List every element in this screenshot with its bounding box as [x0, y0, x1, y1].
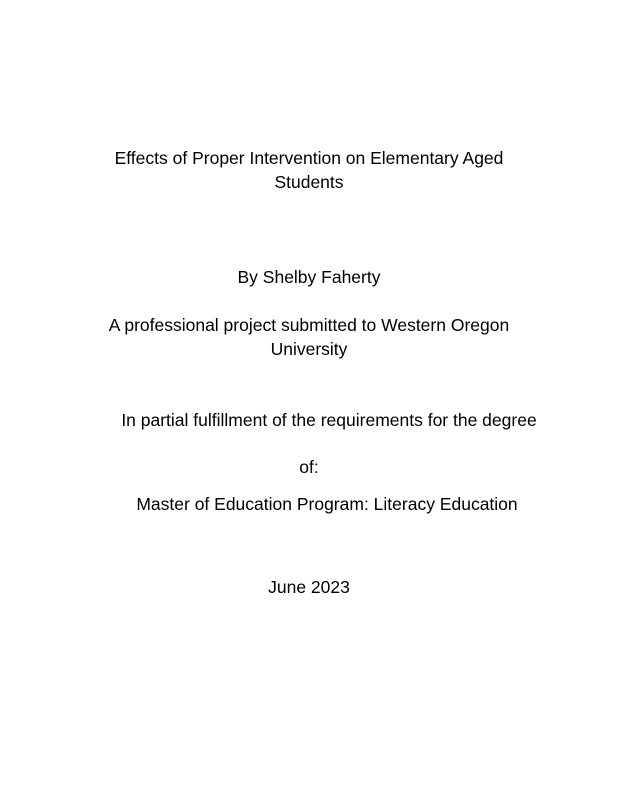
- document-title-line-1: Effects of Proper Intervention on Elementary Aged: [114, 148, 504, 168]
- author-line: By Shelby Faherty: [237, 267, 381, 287]
- submission-date: June 2023: [268, 577, 350, 597]
- document-title-line-2: Students: [274, 172, 344, 192]
- submission-statement-line-2: University: [270, 339, 348, 359]
- fulfillment-statement-line-1: In partial fulfillment of the requirements for the degree: [121, 410, 537, 430]
- submission-statement-line-1: A professional project submitted to Western Oregon: [108, 315, 510, 335]
- fulfillment-statement-line-2: of:: [299, 457, 319, 477]
- degree-program: Master of Education Program: Literacy Education: [136, 494, 518, 514]
